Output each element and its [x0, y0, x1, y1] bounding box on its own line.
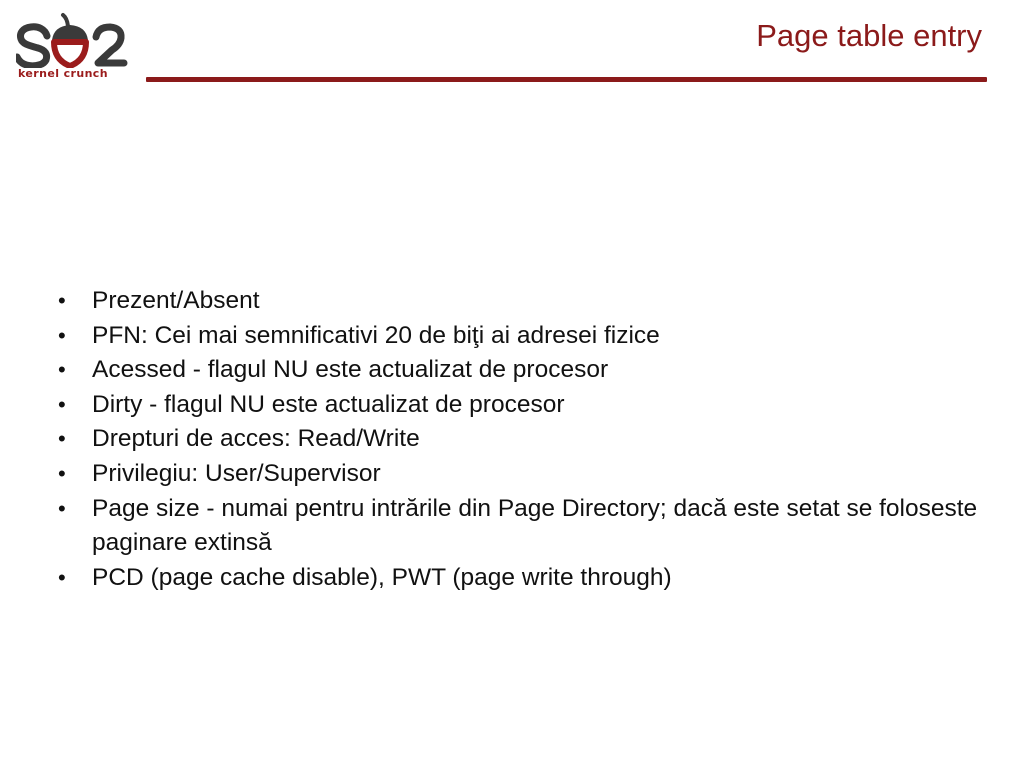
bullet-item-pfn: [56, 319, 986, 354]
bullet-text: Privilegiu: User/Supervisor: [92, 459, 381, 487]
bullet-icon: •: [58, 564, 66, 590]
bullet-text: Drepturi de acces: Read/Write: [92, 425, 420, 453]
title-divider: [146, 77, 987, 82]
bullet-text: PFN: Cei mai semnificativi 20 de biţi ai adresei fizice: [92, 321, 660, 349]
acorn-logo-icon: [16, 12, 132, 68]
bullet-icon: •: [58, 357, 66, 383]
bullet-item-accessed: [56, 353, 986, 388]
bullet-item-privilege: [56, 457, 986, 492]
bullet-icon: •: [58, 426, 66, 452]
bullet-item-dirty: [56, 388, 986, 423]
bullet-item-page-size: [56, 492, 986, 561]
bullet-text: Dirty - flagul NU este actualizat de procesor: [92, 390, 565, 418]
bullet-icon: •: [58, 460, 66, 486]
bullet-icon: •: [58, 322, 66, 348]
bullet-text: Acessed - flagul NU este actualizat de procesor: [92, 356, 609, 384]
bullet-item-pcd-pwt: [56, 561, 986, 596]
so2-logo: [16, 12, 132, 82]
bullet-item-present-absent: [56, 284, 986, 319]
bullet-text: Page size - numai pentru intrările din Page Directory; dacă este setat se foloseste paginare extinsă: [92, 494, 978, 557]
bullet-item-access-rights: [56, 422, 986, 457]
bullet-list: [56, 284, 986, 595]
slide-body: [56, 284, 986, 595]
bullet-text: Prezent/Absent: [92, 287, 260, 314]
logo-tagline: kernel crunch: [18, 67, 108, 80]
bullet-icon: •: [58, 288, 66, 313]
bullet-icon: •: [58, 391, 66, 417]
bullet-text: PCD (page cache disable), PWT (page write through): [92, 563, 672, 591]
slide-title: Page table entry: [756, 18, 982, 53]
bullet-icon: •: [58, 495, 66, 521]
